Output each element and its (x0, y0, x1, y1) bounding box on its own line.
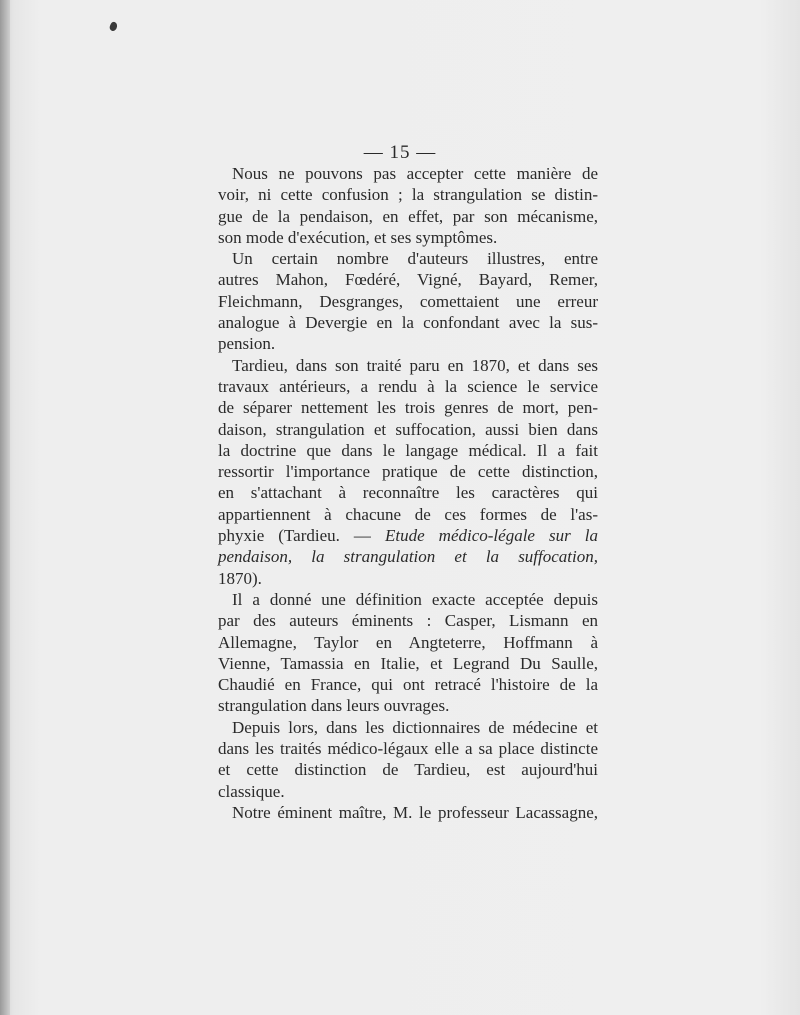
text-line (218, 355, 598, 376)
text-line (218, 163, 598, 184)
text-line-content: Un certain nombre d'auteurs illustres, entre (232, 249, 598, 269)
text-line-content: classique. (218, 781, 285, 801)
text-line-content: Notre éminent maître, M. le professeur Lacassagne, (232, 802, 598, 822)
page-number: — 15 — (363, 142, 437, 163)
text-line (218, 482, 598, 503)
text-line (218, 610, 598, 631)
text-line (218, 738, 598, 759)
text-line (218, 546, 598, 567)
text-line (218, 781, 598, 802)
text-line-content: strangulation dans leurs ouvrages. (218, 696, 450, 716)
text-line (218, 227, 598, 248)
text-line (218, 419, 598, 440)
text-line-content: Tardieu, dans son traité paru en 1870, et dans ses (232, 355, 598, 375)
text-line-content: gue de la pendaison, en effet, par son mécanisme, (218, 206, 598, 226)
text-line (218, 269, 598, 290)
text-line (218, 717, 598, 738)
text-line-content: travaux antérieurs, a rendu à la science le service (218, 376, 598, 396)
text-line (218, 568, 598, 589)
text-line-content: analogue à Devergie en la confondant avec la sus- (218, 313, 598, 333)
text-line (218, 695, 598, 716)
text-line (218, 632, 598, 653)
text-line (218, 184, 598, 205)
text-line-content: Allemagne, Taylor en Angteterre, Hoffmann à (218, 632, 598, 652)
text-line-content: voir, ni cette confusion ; la strangulation se distin- (218, 185, 598, 205)
text-line-content: et cette distinction de Tardieu, est aujourd'hui (218, 760, 598, 780)
text-line-content: pension. (218, 334, 276, 354)
text-line (218, 312, 598, 333)
text-line-content: appartiennent à chacune de ces formes de l'as- (218, 504, 598, 524)
text-line (218, 802, 598, 823)
text-line (218, 248, 598, 269)
text-line (218, 397, 598, 418)
body-text (218, 163, 598, 823)
text-line-content: ressortir l'importance pratique de cette distinction, (218, 462, 598, 482)
text-line-content: de séparer nettement les trois genres de mort, pen- (218, 398, 598, 418)
text-line (218, 376, 598, 397)
text-line (218, 440, 598, 461)
text-line-content: Nous ne pouvons pas accepter cette manière de (232, 164, 598, 183)
text-line (218, 653, 598, 674)
italic-citation: pendaison, la strangulation et la suffocation, (218, 547, 598, 567)
text-line-content: autres Mahon, Fœdéré, Vigné, Bayard, Remer, (218, 270, 598, 290)
text-line (218, 333, 598, 354)
text-line-content: Vienne, Tamassia en Italie, et Legrand Du Saulle, (218, 653, 598, 673)
text-line (218, 759, 598, 780)
text-line-content: la doctrine que dans le langage médical. Il a fait (218, 440, 598, 460)
text-line-content: Fleichmann, Desgranges, comettaient une erreur (218, 291, 598, 311)
text-line-content: phyxie (Tardieu. — (218, 526, 385, 546)
text-line-content: son mode d'exécution, et ses symptômes. (218, 227, 498, 247)
text-line (218, 291, 598, 312)
text-line-content: Il a donné une définition exacte acceptée depuis (232, 589, 598, 609)
text-line (218, 504, 598, 525)
text-line (218, 461, 598, 482)
text-line (218, 589, 598, 610)
text-line-content: Depuis lors, dans les dictionnaires de médecine et (232, 717, 598, 737)
text-line-content: daison, strangulation et suffocation, aussi bien dans (218, 419, 598, 439)
text-line (218, 525, 598, 546)
text-line (218, 674, 598, 695)
text-line-content: dans les traités médico-légaux elle a sa place distincte (218, 739, 598, 759)
ink-speck (108, 21, 118, 32)
text-line-content: en s'attachant à reconnaître les caractères qui (218, 483, 598, 503)
text-line-content: Chaudié en France, qui ont retracé l'histoire de la (218, 675, 598, 695)
text-line-content: par des auteurs éminents : Casper, Lismann en (218, 611, 598, 631)
text-line-content: 1870). (218, 568, 262, 588)
italic-citation: Etude médico-légale sur la (384, 526, 598, 546)
text-line (218, 206, 598, 227)
